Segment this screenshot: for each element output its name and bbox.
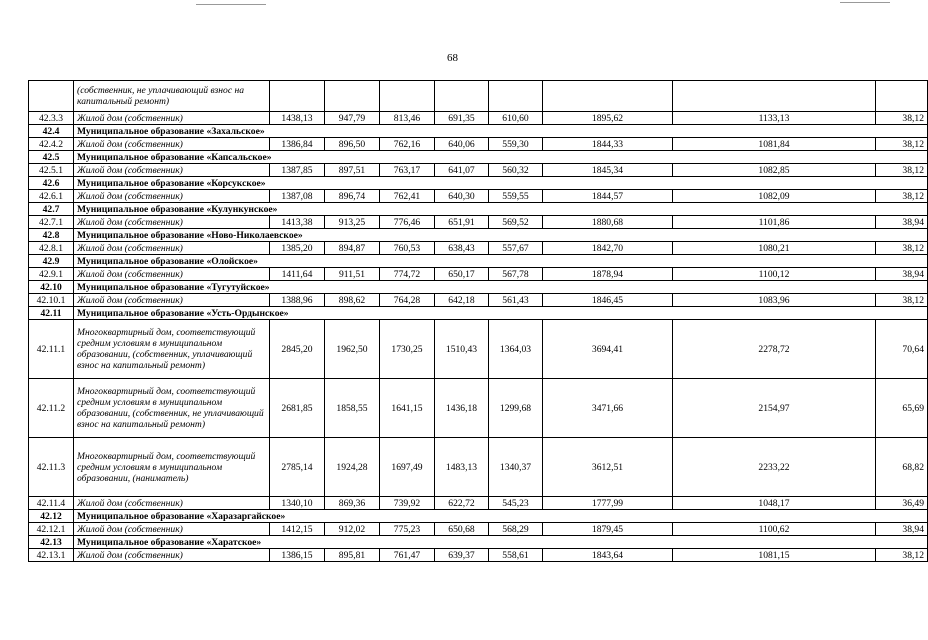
- section-title: Муниципальное образование «Тугутуйское»: [74, 281, 928, 294]
- value-cell: 2785,14: [270, 438, 325, 497]
- table-row: [29, 164, 928, 177]
- value-cell: 1924,28: [325, 438, 380, 497]
- value-cell: 1082,09: [673, 190, 876, 203]
- value-cell: 869,36: [325, 497, 380, 510]
- page-number: 68: [447, 52, 458, 64]
- value-cell: 38,94: [876, 268, 928, 281]
- value-cell: 38,94: [876, 523, 928, 536]
- value-cell: 545,23: [489, 497, 543, 510]
- value-cell: 1438,13: [270, 112, 325, 125]
- value-cell: 38,12: [876, 112, 928, 125]
- row-description: Жилой дом (собственник): [74, 190, 270, 203]
- value-cell: [876, 81, 928, 112]
- section-row: [29, 255, 928, 268]
- section-title: Муниципальное образование «Харазаргайское»: [74, 510, 928, 523]
- value-cell: 68,82: [876, 438, 928, 497]
- row-description: Жилой дом (собственник): [74, 497, 270, 510]
- value-cell: 763,17: [380, 164, 435, 177]
- section-code: 42.6: [29, 177, 74, 190]
- section-code: 42.11: [29, 307, 74, 320]
- section-code: 42.8: [29, 229, 74, 242]
- value-cell: 651,91: [435, 216, 489, 229]
- row-code: 42.3.3: [29, 112, 74, 125]
- value-cell: 1845,34: [543, 164, 673, 177]
- value-cell: 568,29: [489, 523, 543, 536]
- value-cell: 1386,15: [270, 549, 325, 562]
- row-description: Жилой дом (собственник): [74, 216, 270, 229]
- value-cell: [489, 81, 543, 112]
- value-cell: 1483,13: [435, 438, 489, 497]
- scan-artifact: [196, 4, 266, 5]
- section-code: 42.5: [29, 151, 74, 164]
- value-cell: 640,30: [435, 190, 489, 203]
- row-description: Жилой дом (собственник): [74, 294, 270, 307]
- section-row: [29, 229, 928, 242]
- value-cell: 1387,08: [270, 190, 325, 203]
- value-cell: 557,67: [489, 242, 543, 255]
- value-cell: 560,32: [489, 164, 543, 177]
- row-description: Жилой дом (собственник): [74, 112, 270, 125]
- value-cell: 1844,33: [543, 138, 673, 151]
- row-code: 42.11.3: [29, 438, 74, 497]
- table-row: [29, 379, 928, 438]
- value-cell: 640,06: [435, 138, 489, 151]
- value-cell: 1081,15: [673, 549, 876, 562]
- table-row: [29, 242, 928, 255]
- value-cell: 1340,37: [489, 438, 543, 497]
- value-cell: 650,17: [435, 268, 489, 281]
- value-cell: 1101,86: [673, 216, 876, 229]
- section-title: Муниципальное образование «Ново-Николаевское»: [74, 229, 928, 242]
- value-cell: 1080,21: [673, 242, 876, 255]
- table-row: [29, 268, 928, 281]
- value-cell: 1777,99: [543, 497, 673, 510]
- section-row: [29, 510, 928, 523]
- row-code: [29, 81, 74, 112]
- scan-artifact: [840, 2, 890, 3]
- value-cell: 622,72: [435, 497, 489, 510]
- value-cell: 760,53: [380, 242, 435, 255]
- row-description: Жилой дом (собственник): [74, 164, 270, 177]
- row-code: 42.12.1: [29, 523, 74, 536]
- value-cell: 639,37: [435, 549, 489, 562]
- table-row: [29, 112, 928, 125]
- row-code: 42.10.1: [29, 294, 74, 307]
- value-cell: 1412,15: [270, 523, 325, 536]
- value-cell: 947,79: [325, 112, 380, 125]
- value-cell: 739,92: [380, 497, 435, 510]
- value-cell: 894,87: [325, 242, 380, 255]
- value-cell: 1388,96: [270, 294, 325, 307]
- section-title: Муниципальное образование «Олойское»: [74, 255, 928, 268]
- value-cell: 1697,49: [380, 438, 435, 497]
- row-code: 42.9.1: [29, 268, 74, 281]
- value-cell: [543, 81, 673, 112]
- section-code: 42.9: [29, 255, 74, 268]
- value-cell: 1082,85: [673, 164, 876, 177]
- value-cell: 38,94: [876, 216, 928, 229]
- section-title: Муниципальное образование «Кулункунское»: [74, 203, 928, 216]
- value-cell: [673, 81, 876, 112]
- value-cell: 764,28: [380, 294, 435, 307]
- value-cell: 1340,10: [270, 497, 325, 510]
- row-description: Жилой дом (собственник): [74, 242, 270, 255]
- value-cell: 1641,15: [380, 379, 435, 438]
- row-code: 42.4.2: [29, 138, 74, 151]
- value-cell: 2233,22: [673, 438, 876, 497]
- tariff-table: [28, 80, 928, 562]
- value-cell: 1083,96: [673, 294, 876, 307]
- value-cell: 1081,84: [673, 138, 876, 151]
- value-cell: 1100,62: [673, 523, 876, 536]
- value-cell: 913,25: [325, 216, 380, 229]
- value-cell: 897,51: [325, 164, 380, 177]
- row-code: 42.6.1: [29, 190, 74, 203]
- value-cell: 2845,20: [270, 320, 325, 379]
- value-cell: 638,43: [435, 242, 489, 255]
- value-cell: 1386,84: [270, 138, 325, 151]
- row-code: 42.8.1: [29, 242, 74, 255]
- value-cell: 1100,12: [673, 268, 876, 281]
- section-title: Муниципальное образование «Корсукское»: [74, 177, 928, 190]
- value-cell: 38,12: [876, 242, 928, 255]
- value-cell: 641,07: [435, 164, 489, 177]
- value-cell: 1880,68: [543, 216, 673, 229]
- value-cell: [435, 81, 489, 112]
- row-code: 42.11.1: [29, 320, 74, 379]
- value-cell: 912,02: [325, 523, 380, 536]
- value-cell: 2681,85: [270, 379, 325, 438]
- value-cell: [325, 81, 380, 112]
- section-row: [29, 177, 928, 190]
- section-title: Муниципальное образование «Захальское»: [74, 125, 928, 138]
- value-cell: 1878,94: [543, 268, 673, 281]
- row-code: 42.5.1: [29, 164, 74, 177]
- value-cell: 567,78: [489, 268, 543, 281]
- value-cell: 642,18: [435, 294, 489, 307]
- value-cell: [380, 81, 435, 112]
- section-row: [29, 281, 928, 294]
- section-title: Муниципальное образование «Капсальское»: [74, 151, 928, 164]
- table-row: [29, 138, 928, 151]
- value-cell: 569,52: [489, 216, 543, 229]
- value-cell: 1385,20: [270, 242, 325, 255]
- value-cell: 1048,17: [673, 497, 876, 510]
- value-cell: 898,62: [325, 294, 380, 307]
- table-row: [29, 523, 928, 536]
- row-code: 42.11.2: [29, 379, 74, 438]
- table-row: [29, 438, 928, 497]
- row-description: Жилой дом (собственник): [74, 138, 270, 151]
- value-cell: 1413,38: [270, 216, 325, 229]
- table-row: [29, 549, 928, 562]
- section-code: 42.7: [29, 203, 74, 216]
- value-cell: 911,51: [325, 268, 380, 281]
- row-description: Жилой дом (собственник): [74, 549, 270, 562]
- value-cell: 775,23: [380, 523, 435, 536]
- value-cell: 1510,43: [435, 320, 489, 379]
- value-cell: 896,74: [325, 190, 380, 203]
- value-cell: 3612,51: [543, 438, 673, 497]
- value-cell: 691,35: [435, 112, 489, 125]
- row-description: Жилой дом (собственник): [74, 523, 270, 536]
- row-description: Жилой дом (собственник): [74, 268, 270, 281]
- value-cell: 1962,50: [325, 320, 380, 379]
- section-row: [29, 307, 928, 320]
- value-cell: 3471,66: [543, 379, 673, 438]
- value-cell: 559,55: [489, 190, 543, 203]
- table-row: [29, 497, 928, 510]
- value-cell: 38,12: [876, 138, 928, 151]
- section-row: [29, 151, 928, 164]
- value-cell: 559,30: [489, 138, 543, 151]
- value-cell: 558,61: [489, 549, 543, 562]
- table-row: [29, 216, 928, 229]
- value-cell: 561,43: [489, 294, 543, 307]
- section-code: 42.4: [29, 125, 74, 138]
- value-cell: 1436,18: [435, 379, 489, 438]
- value-cell: 774,72: [380, 268, 435, 281]
- table-row: [29, 294, 928, 307]
- section-title: Муниципальное образование «Усть-Ордынское»: [74, 307, 928, 320]
- value-cell: 1299,68: [489, 379, 543, 438]
- row-code: 42.13.1: [29, 549, 74, 562]
- section-row: [29, 536, 928, 549]
- value-cell: 1364,03: [489, 320, 543, 379]
- value-cell: 1387,85: [270, 164, 325, 177]
- section-code: 42.12: [29, 510, 74, 523]
- section-row: [29, 203, 928, 216]
- value-cell: 895,81: [325, 549, 380, 562]
- value-cell: 1842,70: [543, 242, 673, 255]
- value-cell: 1858,55: [325, 379, 380, 438]
- value-cell: 70,64: [876, 320, 928, 379]
- row-description: Многоквартирный дом, соответствующий средним условиям в муниципальном образовании, (собственник, не уплачивающий взнос на капитальный ремонт): [74, 379, 270, 438]
- value-cell: 38,12: [876, 164, 928, 177]
- table-row: [29, 190, 928, 203]
- row-code: 42.7.1: [29, 216, 74, 229]
- value-cell: 896,50: [325, 138, 380, 151]
- row-description: (собственник, не уплачивающий взнос на капитальный ремонт): [74, 81, 270, 112]
- value-cell: 1411,64: [270, 268, 325, 281]
- value-cell: 38,12: [876, 549, 928, 562]
- value-cell: 38,12: [876, 190, 928, 203]
- table-row-continuation: [29, 81, 928, 112]
- row-description: Многоквартирный дом, соответствующий средним условиям в муниципальном образовании, (наниматель): [74, 438, 270, 497]
- value-cell: 65,69: [876, 379, 928, 438]
- value-cell: [270, 81, 325, 112]
- value-cell: 1844,57: [543, 190, 673, 203]
- value-cell: 2154,97: [673, 379, 876, 438]
- value-cell: 1730,25: [380, 320, 435, 379]
- value-cell: 1895,62: [543, 112, 673, 125]
- row-code: 42.11.4: [29, 497, 74, 510]
- value-cell: 776,46: [380, 216, 435, 229]
- value-cell: 1846,45: [543, 294, 673, 307]
- table-row: [29, 320, 928, 379]
- value-cell: 1133,13: [673, 112, 876, 125]
- row-description: Многоквартирный дом, соответствующий средним условиям в муниципальном образовании, (собственник, уплачивающий взнос на капитальный ремонт): [74, 320, 270, 379]
- section-title: Муниципальное образование «Харатское»: [74, 536, 928, 549]
- value-cell: 762,41: [380, 190, 435, 203]
- value-cell: 2278,72: [673, 320, 876, 379]
- value-cell: 1879,45: [543, 523, 673, 536]
- value-cell: 36,49: [876, 497, 928, 510]
- value-cell: 650,68: [435, 523, 489, 536]
- value-cell: 761,47: [380, 549, 435, 562]
- value-cell: 610,60: [489, 112, 543, 125]
- value-cell: 813,46: [380, 112, 435, 125]
- table-body: [29, 81, 928, 562]
- value-cell: 3694,41: [543, 320, 673, 379]
- value-cell: 1843,64: [543, 549, 673, 562]
- section-row: [29, 125, 928, 138]
- section-code: 42.10: [29, 281, 74, 294]
- value-cell: 38,12: [876, 294, 928, 307]
- value-cell: 762,16: [380, 138, 435, 151]
- section-code: 42.13: [29, 536, 74, 549]
